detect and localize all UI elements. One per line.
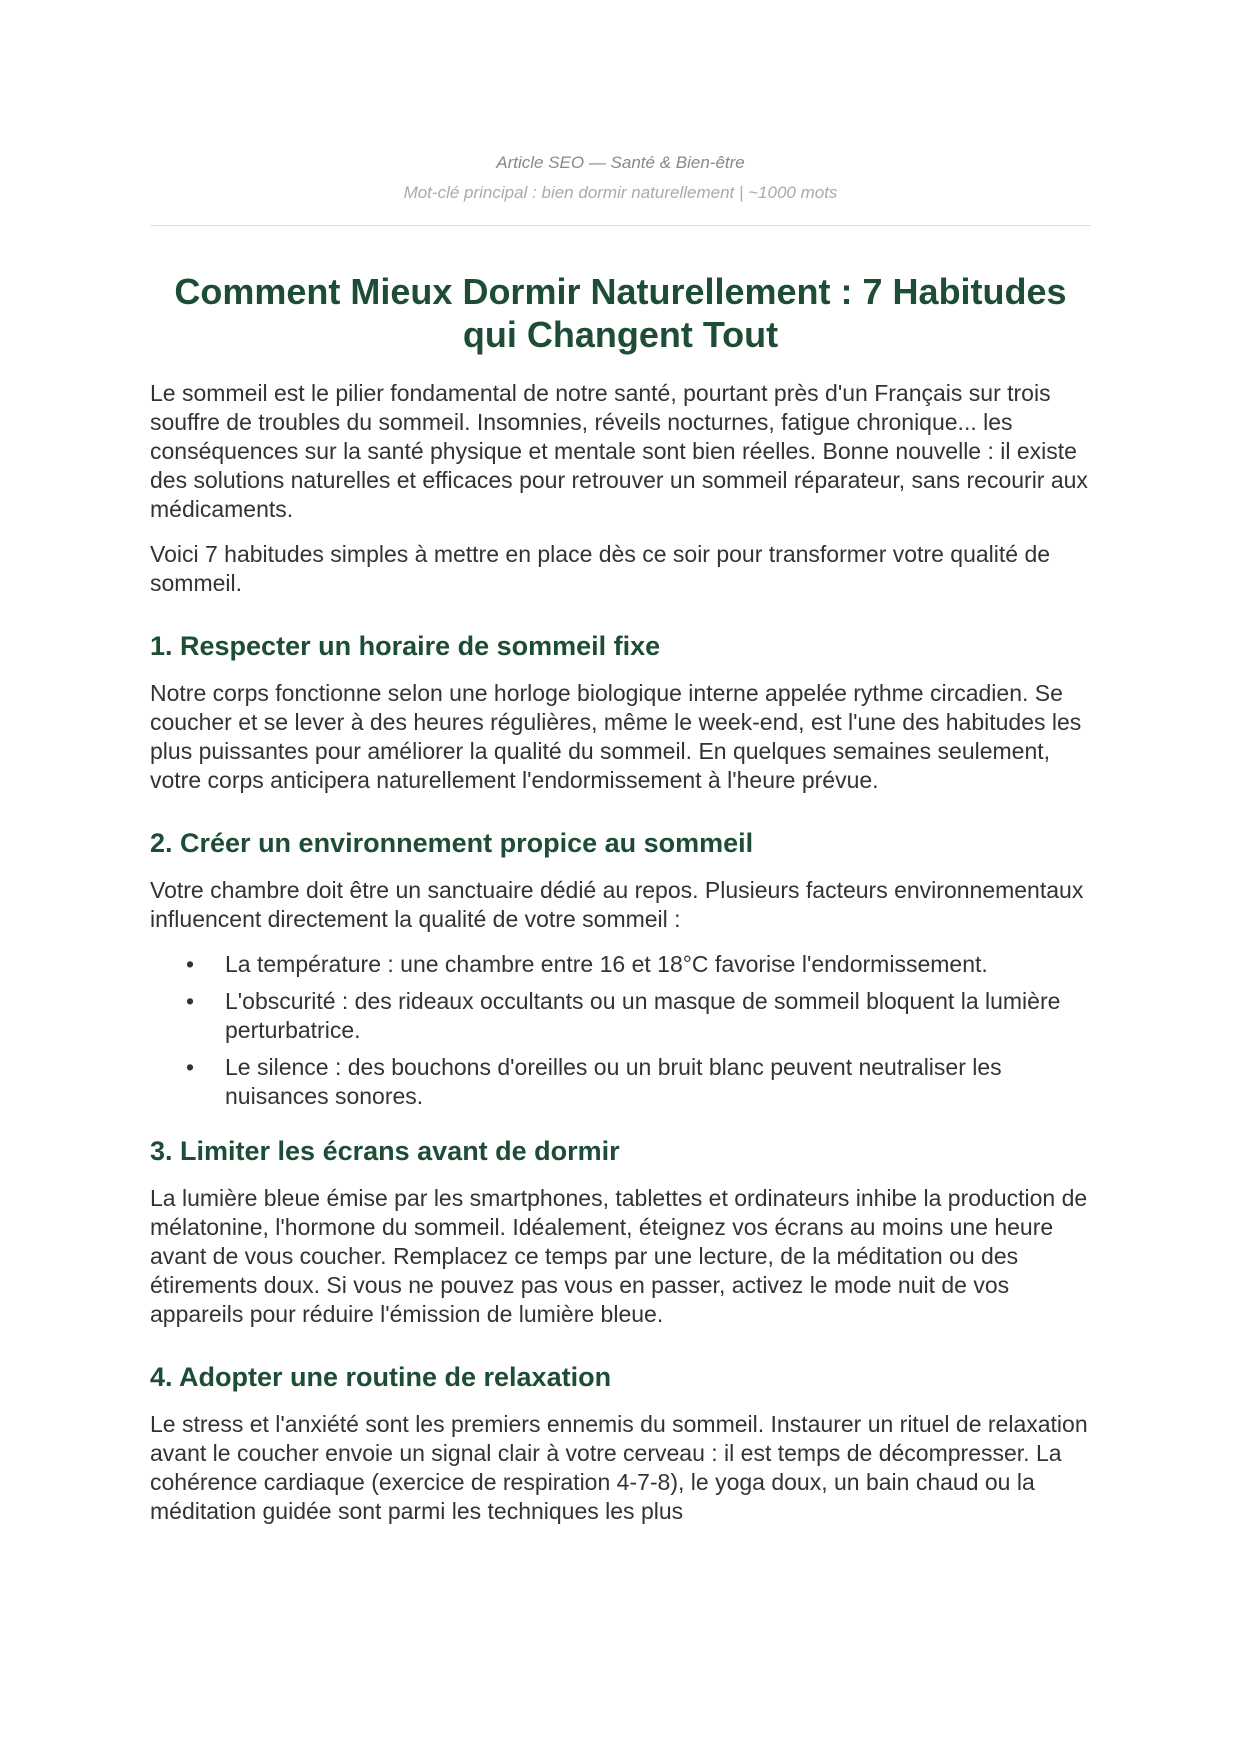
bullet-icon: • <box>186 951 195 977</box>
bullet-icon: • <box>186 988 195 1014</box>
article-keyword-line: Mot-clé principal : bien dormir naturellement | ~1000 mots <box>403 183 838 202</box>
bullet-list <box>150 950 1091 1111</box>
bullet-icon: • <box>186 1054 195 1080</box>
section-heading: 2. Créer un environnement propice au sommeil <box>150 828 754 858</box>
list-item <box>186 1053 1091 1111</box>
header-divider <box>150 225 1091 226</box>
section-2 <box>150 827 1091 1111</box>
article-meta <box>150 148 1091 208</box>
section-body: Notre corps fonctionne selon une horloge biologique interne appelée rythme circadien. Se coucher et se lever à des heures régulières, même le week-end, est l'une des habitudes les plus puissantes pour améliorer la qualité du sommeil. En quelques semaines seulement, votre corps anticipera naturellement l'endormissement à l'heure prévue. <box>150 680 1082 793</box>
section-heading: 3. Limiter les écrans avant de dormir <box>150 1136 620 1166</box>
list-item <box>186 950 1091 979</box>
section-body: Le stress et l'anxiété sont les premiers ennemis du sommeil. Instaurer un rituel de relaxation avant le coucher envoie un signal clair à votre cerveau : il est temps de décompresser. La cohérence cardiaque (exercice de respiration 4-7-8), le yoga doux, un bain chaud ou la méditation guidée sont parmi les techniques les plus <box>150 1411 1088 1524</box>
intro-paragraph: Voici 7 habitudes simples à mettre en place dès ce soir pour transformer votre qualité de sommeil. <box>150 541 1051 596</box>
section-body: Votre chambre doit être un sanctuaire dédié au repos. Plusieurs facteurs environnementaux influencent directement la qualité de votre sommeil : <box>150 877 1084 932</box>
list-item-text: L'obscurité : des rideaux occultants ou un masque de sommeil bloquent la lumière perturbatrice. <box>225 988 1061 1043</box>
section-4 <box>150 1361 1091 1526</box>
article-category: Article SEO — Santé & Bien-être <box>496 153 745 172</box>
section-body: La lumière bleue émise par les smartphones, tablettes et ordinateurs inhibe la production de mélatonine, l'hormone du sommeil. Idéalement, éteignez vos écrans au moins une heure avant de vous coucher. Remplacez ce temps par une lecture, de la méditation ou des étirements doux. Si vous ne pouvez pas vous en passer, activez le mode nuit de vos appareils pour réduire l'émission de lumière bleue. <box>150 1185 1088 1327</box>
article-title: Comment Mieux Dormir Naturellement : 7 Habitudes qui Changent Tout <box>174 271 1067 355</box>
intro-paragraph: Le sommeil est le pilier fondamental de notre santé, pourtant près d'un Français sur trois souffre de troubles du sommeil. Insomnies, réveils nocturnes, fatigue chronique... les conséquences sur la santé physique et mentale sont bien réelles. Bonne nouvelle : il existe des solutions naturelles et efficaces pour retrouver un sommeil réparateur, sans recourir aux médicaments. <box>150 380 1088 522</box>
section-heading: 1. Respecter un horaire de sommeil fixe <box>150 631 661 661</box>
section-3 <box>150 1135 1091 1329</box>
section-heading: 4. Adopter une routine de relaxation <box>150 1362 612 1392</box>
list-item-text: Le silence : des bouchons d'oreilles ou un bruit blanc peuvent neutraliser les nuisances sonores. <box>225 1054 1002 1109</box>
list-item <box>186 987 1091 1045</box>
list-item-text: La température : une chambre entre 16 et 18°C favorise l'endormissement. <box>225 951 988 977</box>
section-1 <box>150 630 1091 795</box>
